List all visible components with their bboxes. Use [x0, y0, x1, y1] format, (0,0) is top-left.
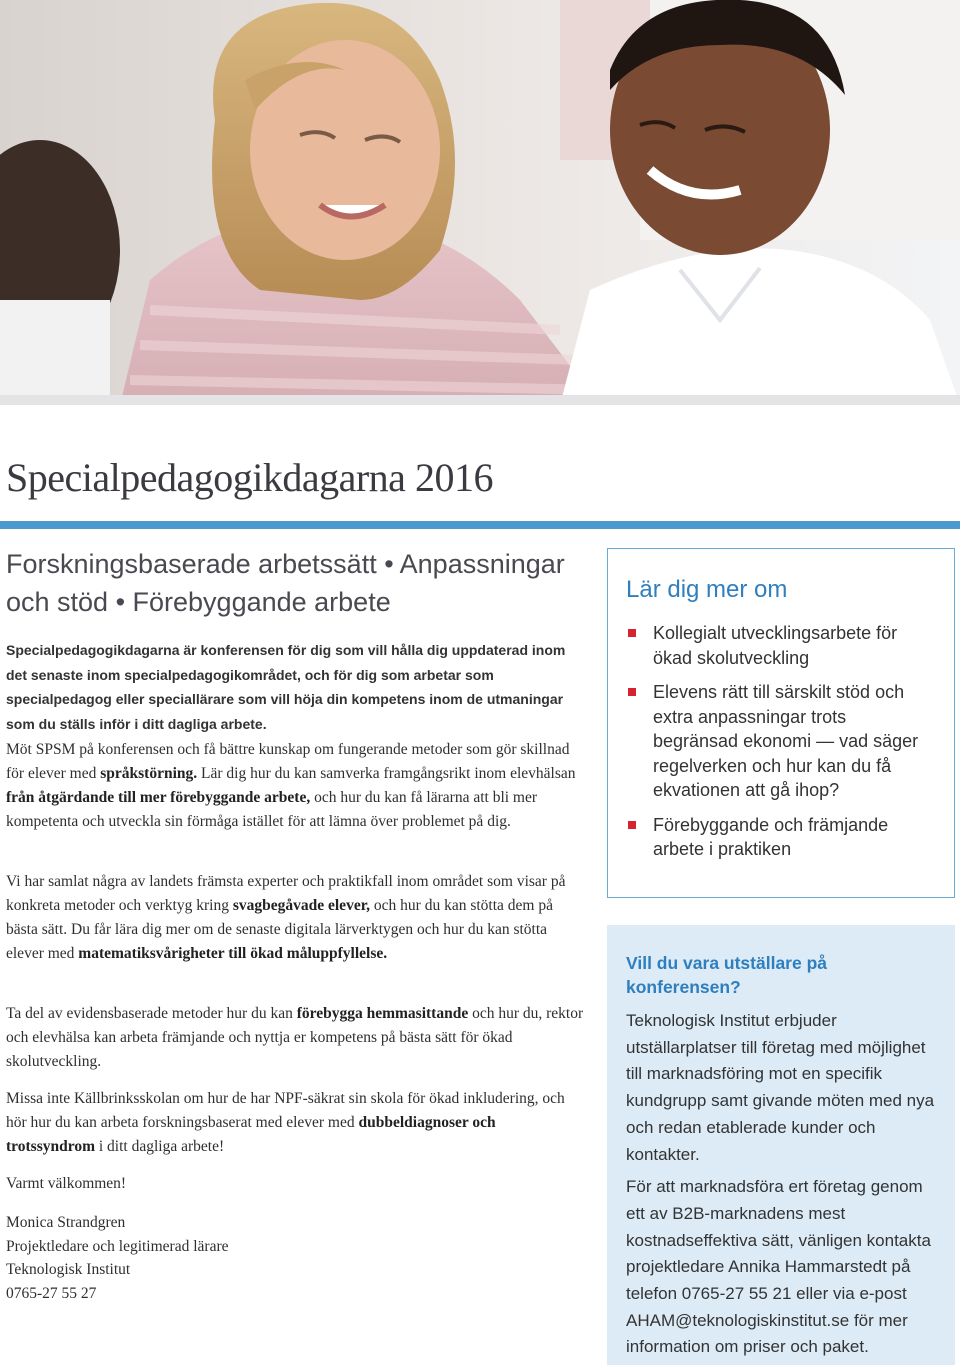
- learn-more-item-text: Kollegialt utvecklingsarbete för ökad skolutveckling: [653, 623, 898, 668]
- signature-name: Monica Strandgren: [6, 1214, 126, 1231]
- subtitle: Forskningsbaserade arbetssätt • Anpassningar och stöd • Förebyggande arbete: [6, 549, 565, 617]
- p1-bold-1: språkstörning.: [100, 765, 198, 782]
- exhibitor-title: Vill du vara utställare på konferensen?: [626, 953, 828, 997]
- learn-more-item: [626, 680, 936, 803]
- p2-text-2: och hur du kan stötta dem på bästa sätt. Du får lära dig mer om de senaste digitala lärverktygen och hur du kan stötta elever med: [6, 897, 553, 962]
- p1-text-1: Möt SPSM på konferensen och få bättre kunskap om fungerande metoder som gör skillnad för elever med: [6, 741, 570, 782]
- p2-bold-1: svagbegåvade elever,: [232, 897, 371, 914]
- signature-block: [6, 1211, 406, 1305]
- p4-bold-1: dubbeldiagnoser och trotssyndrom: [6, 1114, 496, 1155]
- p1-text-3: och hur du kan få lärarna att bli mer kompetenta och utveckla sin förmåga istället för att lämna över problemet på dig.: [6, 789, 538, 830]
- signature-phone: 0765-27 55 27: [6, 1284, 97, 1302]
- page-title: Specialpedagogikdagarna 2016: [6, 455, 493, 500]
- p3-bold-1: förebygga hemmasittande: [296, 1005, 469, 1022]
- learn-more-item: [626, 621, 936, 670]
- exhibitor-paragraph-1: Teknologisk Institut erbjuder utställarplatser till företag med möjlighet till marknadsföring mot en specifik kundgrupp samt givande möten med nya och redan etablerade kunder och kontakter.: [626, 1011, 935, 1164]
- red-square-bullet-icon: [628, 629, 636, 637]
- p3-text-2: och hur du, rektor och elevhälsa kan arbeta främjande och nyttja er kompetens på bästa sätt för ökad skolutveckling.: [6, 1005, 584, 1070]
- body-paragraph-4: [6, 1087, 586, 1159]
- teacher-and-student-photo-icon: [0, 0, 960, 405]
- signature-role: Projektledare och legitimerad lärare: [6, 1237, 229, 1255]
- exhibitor-box: [607, 925, 955, 1365]
- body-paragraph-3: [6, 1002, 586, 1074]
- red-square-bullet-icon: [628, 821, 636, 829]
- learn-more-item-text: Elevens rätt till särskilt stöd och extra anpassningar trots begränsad ekonomi — vad säger regelverken och hur kan du få ekvationen att gå ihop?: [653, 682, 919, 800]
- p1-text-2: Lär dig hur du kan samverka framgångsrikt inom elevhälsan: [197, 765, 576, 782]
- hero-photo: [0, 0, 960, 405]
- p2-text-1: Vi har samlat några av landets främsta experter och praktikfall inom området som visar på konkreta metoder och verktyg kring: [6, 873, 566, 914]
- learn-more-list: [626, 621, 936, 862]
- p4-text-1: Missa inte Källbrinksskolan om hur de har NPF-säkrat sin skola för ökad inkludering, och hör hur du kan arbeta forskningsbaserat med elever med: [6, 1090, 565, 1131]
- red-square-bullet-icon: [628, 688, 636, 696]
- welcome-text: Varmt välkommen!: [6, 1175, 127, 1192]
- signature-org: Teknologisk Institut: [6, 1261, 131, 1278]
- p1-bold-2: från åtgärdande till mer förebyggande arbete,: [6, 789, 311, 806]
- exhibitor-paragraph-2: För att marknadsföra ert företag genom ett av B2B-marknadens mest kostnadseffektiva sätt, vänligen kontakta projektledare Annika Hammarstedt på telefon 0765-27 55 21 eller via e-post AHAM@teknologiskinstitut.se för mer information om priser och paket.: [626, 1177, 931, 1357]
- learn-more-title: Lär dig mer om: [626, 576, 788, 603]
- body-paragraph-1: [6, 738, 586, 834]
- title-divider: [0, 521, 960, 529]
- p4-text-2: i ditt dagliga arbete!: [95, 1138, 225, 1155]
- p2-bold-2: matematiksvårigheter till ökad måluppfyllelse.: [78, 945, 388, 962]
- learn-more-box: [607, 548, 955, 898]
- learn-more-item-text: Förebyggande och främjande arbete i praktiken: [653, 814, 889, 859]
- p3-text-1: Ta del av evidensbaserade metoder hur du kan: [6, 1005, 297, 1022]
- learn-more-item: [626, 813, 936, 862]
- intro-paragraph: Specialpedagogikdagarna är konferensen för dig som vill hålla dig uppdaterad inom det senaste inom specialpedagogikområdet, och för dig som arbetar som specialpedagog eller speciallärare som vill höja din kompetens inom de utmaningar som du ställs inför i ditt dagliga arbete.: [6, 642, 566, 732]
- body-paragraph-2: [6, 870, 586, 966]
